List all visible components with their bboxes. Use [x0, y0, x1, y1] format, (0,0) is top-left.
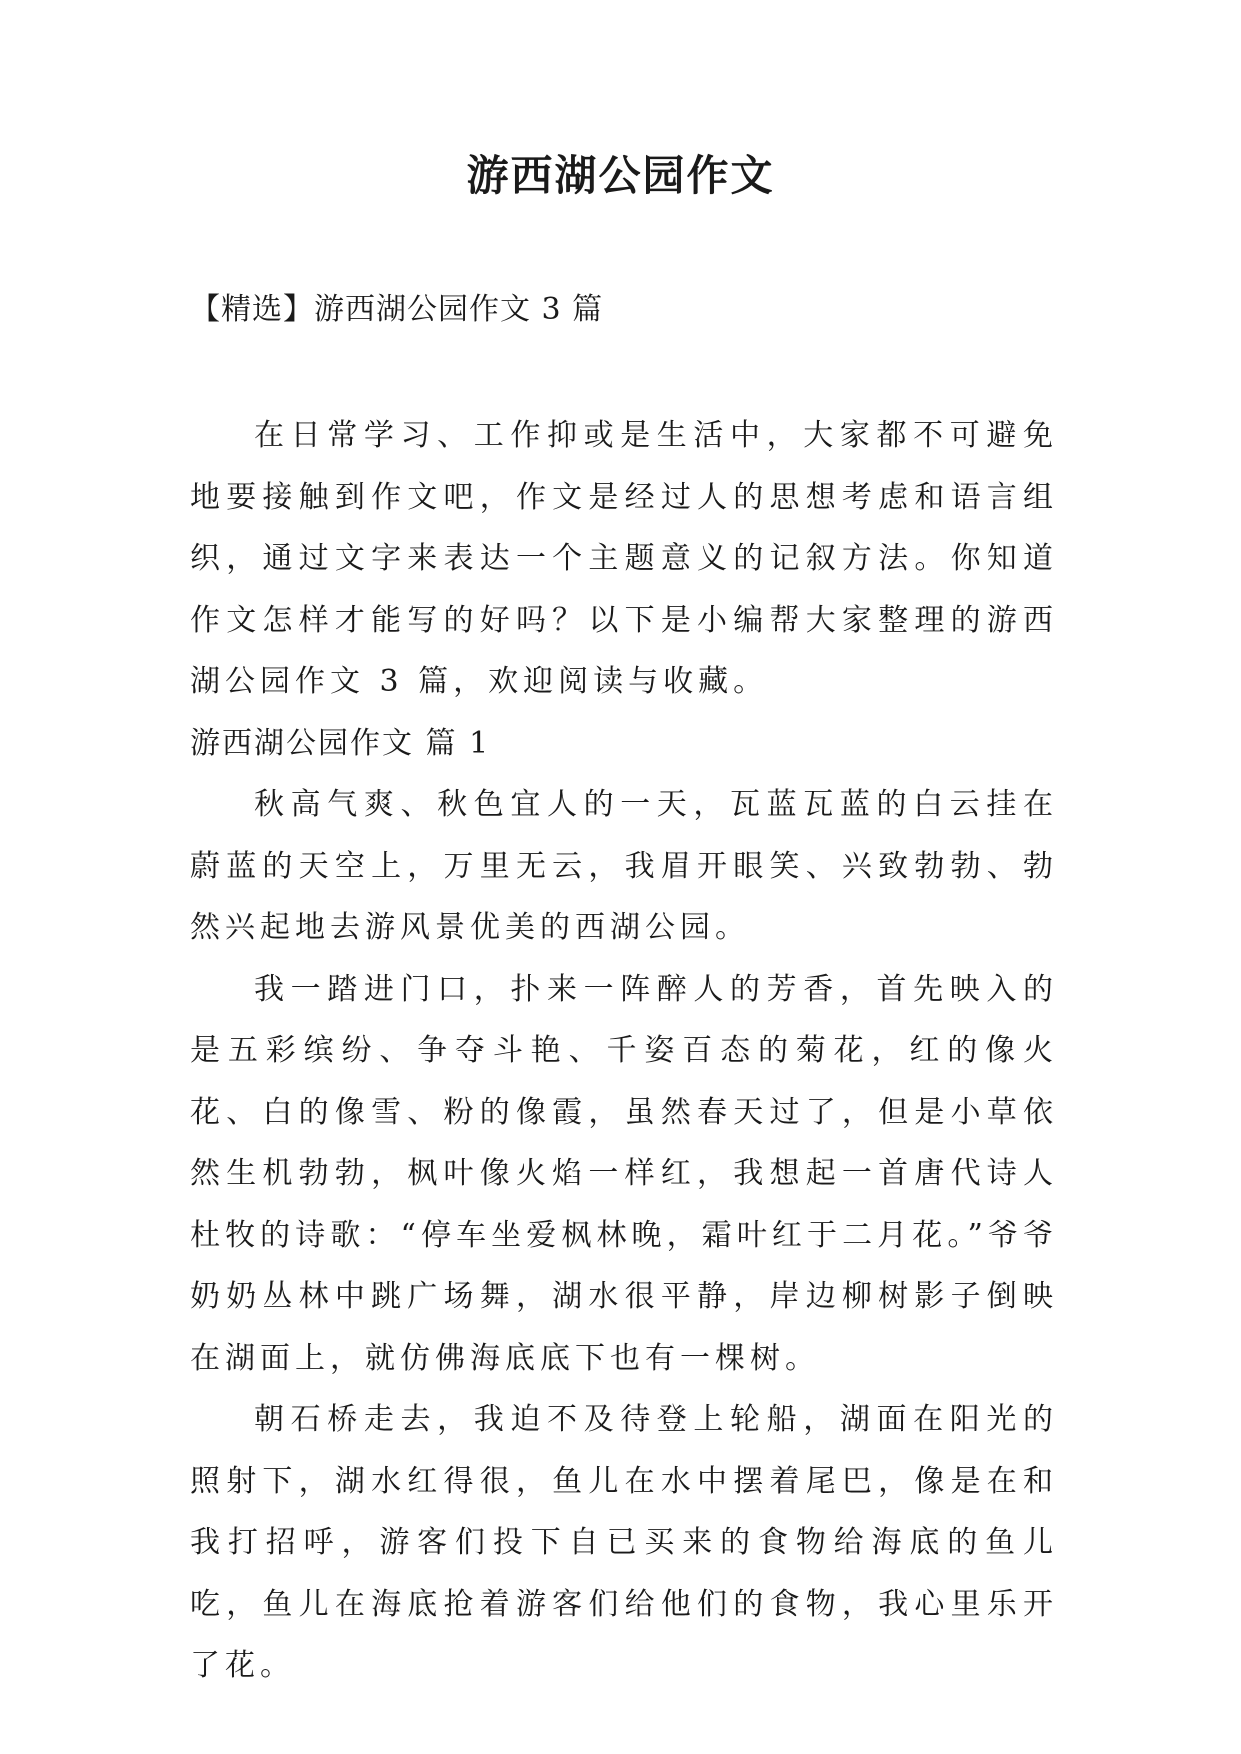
body-paragraph: 我一踏进门口，扑来一阵醉人的芳香，首先映入的是五彩缤纷、争夺斗艳、千姿百态的菊花，红的像火花、白的像雪、粉的像霞，虽然春天过了，但是小草依然生机勃勃，枫叶像火焰一样红，我想起一首唐代诗人杜牧的诗歌：“停车坐爱枫林晚，霜叶红于二月花。”爷爷奶奶丛林中跳广场舞，湖水很平静，岸边柳树影子倒映在湖面上，就仿佛海底底下也有一棵树。	[190, 971, 1058, 1376]
body-paragraph: 朝石桥走去，我迫不及待登上轮船，湖面在阳光的照射下，湖水红得很，鱼儿在水中摆着尾巴，像是在和我打招呼，游客们投下自已买来的食物给海底的鱼儿吃，鱼儿在海底抢着游客们给他们的食物，我心里乐开了花。	[190, 1402, 1058, 1683]
document-title: 游西湖公园作文	[466, 151, 775, 200]
document-subtitle: 【精选】游西湖公园作文 3 篇	[190, 292, 604, 327]
section-heading: 游西湖公园作文 篇 1	[190, 725, 491, 761]
body-paragraph: 秋高气爽、秋色宜人的一天，瓦蓝瓦蓝的白云挂在蔚蓝的天空上，万里无云，我眉开眼笑、兴致勃勃、勃然兴起地去游风景优美的西湖公园。	[190, 787, 1058, 945]
document-body	[190, 405, 1058, 1697]
intro-paragraph: 在日常学习、工作抑或是生活中，大家都不可避免地要接触到作文吧，作文是经过人的思想考虑和语言组织，通过文字来表达一个主题意义的记叙方法。你知道作文怎样才能写的好吗？以下是小编帮大家整理的游西湖公园作文 3 篇，欢迎阅读与收藏。	[190, 418, 1058, 699]
